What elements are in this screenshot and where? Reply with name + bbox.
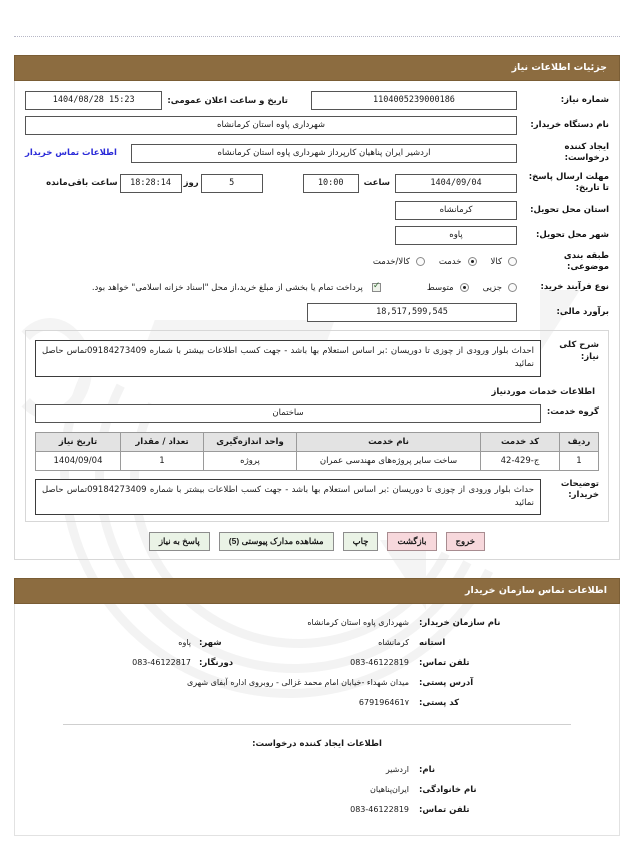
row-need-number [25, 91, 609, 110]
row-estimate [25, 303, 609, 322]
buyer-contact-card [14, 578, 620, 836]
contact-address-value: میدان شهداء -خیابان امام محمد غزالی - روبروی اداره آبفای شهری [186, 678, 409, 687]
need-number-field[interactable]: 1104005239000186 [311, 91, 517, 110]
row-requester-last-name [25, 785, 609, 795]
row-process-type [25, 278, 609, 297]
row-contact-address [25, 678, 609, 688]
summary-label: شرح کلی نیاز: [559, 340, 599, 362]
buyer-org-field[interactable]: شهرداری پاوه استان کرمانشاه [25, 116, 517, 135]
process-label: نوع فرآیند خرید: [540, 282, 609, 293]
deadline-label: مهلت ارسال پاسخ: تا تاریخ: [528, 172, 609, 193]
deadline-hour-label: ساعت [363, 178, 390, 188]
requester-first-name-label: نام: [419, 765, 436, 775]
remaining-days-field[interactable]: 5 [201, 174, 263, 193]
radio-kala-khedmat-icon[interactable] [416, 257, 425, 266]
contact-phone-value: 083-46122819 [350, 658, 409, 667]
buyer-contact-header: اطلاعات تماس سازمان خریدار [14, 578, 620, 604]
items-table [35, 432, 599, 471]
th-date: تاریخ نیاز [36, 432, 121, 451]
respond-to-need-button[interactable]: پاسخ به نیاز [149, 532, 210, 551]
requester-first-name-value: اردشیر [385, 765, 409, 774]
cell-code: ج-429-42 [481, 451, 560, 470]
requester-phone-label: تلفن تماس: [419, 805, 470, 815]
table-row[interactable] [36, 451, 599, 470]
province-field[interactable]: کرمانشاه [395, 201, 517, 220]
contact-divider [63, 724, 571, 725]
th-unit: واحد اندازه‌گیری [204, 432, 297, 451]
contact-fax-value: 083-46122817 [132, 658, 191, 667]
row-contact-province [25, 638, 609, 648]
action-button-bar [25, 532, 609, 551]
buyer-notes-textbox[interactable]: حداث بلوار ورودی از چوزی تا دوریسان :بر اساس استعلام بها باشد - جهت کسب اطلاعات بیشتر با شماره 09184273409تماس حاصل نمائید [35, 479, 541, 515]
row-requester-first-name [25, 765, 609, 775]
contact-phone-label: تلفن تماس: [419, 658, 470, 668]
creator-label: ایجاد کننده درخواست: [564, 142, 609, 163]
cell-row: 1 [560, 451, 599, 470]
row-requester-phone [25, 805, 609, 815]
row-service-group [35, 404, 599, 423]
cell-qty: 1 [121, 451, 204, 470]
need-details-body [14, 81, 620, 560]
radio-jozei-icon[interactable] [508, 283, 517, 292]
radio-kala-icon[interactable] [508, 257, 517, 266]
row-creator [25, 141, 609, 165]
th-row: ردیف [560, 432, 599, 451]
deadline-hour-field[interactable]: 10:00 [303, 174, 359, 193]
category-radio-group[interactable] [363, 257, 517, 267]
cell-unit: پروژه [204, 451, 297, 470]
treasury-checkbox-icon[interactable] [372, 283, 381, 292]
process-radio-group[interactable] [417, 283, 517, 293]
buyer-notes-label: توضیحات خریدار: [560, 478, 599, 501]
estimate-field[interactable]: 18,517,599,545 [307, 303, 517, 322]
contact-address-label: آدرس پستی: [419, 678, 474, 688]
category-label: طبقه بندی موضوعی: [563, 251, 609, 272]
radio-motevaset-label: متوسط [426, 282, 454, 293]
treasury-checkbox-label: پرداخت تمام یا بخشی از مبلغ خرید،از محل "اسناد خزانه اسلامی" خواهد بود. [91, 282, 363, 293]
service-group-field[interactable]: ساختمان [35, 404, 541, 423]
cell-date: 1404/09/04 [36, 451, 121, 470]
row-summary [35, 340, 599, 376]
contact-org-value: شهرداری پاوه استان کرمانشاه [307, 618, 409, 627]
exit-button[interactable]: خروج [446, 532, 486, 551]
th-code: کد خدمت [481, 432, 560, 451]
city-field[interactable]: پاوه [395, 226, 517, 245]
radio-khedmat-icon[interactable] [468, 257, 477, 266]
remaining-time-field[interactable]: 18:28:14 [120, 174, 182, 193]
need-number-label: شماره نیاز: [560, 95, 609, 106]
service-group-label: گروه خدمت: [546, 407, 599, 418]
th-qty: تعداد / مقدار [121, 432, 204, 451]
row-province [25, 201, 609, 220]
creator-field[interactable]: اردشیر ایران پناهیان کارپرداز شهرداری پاوه استان کرمانشاه [131, 144, 517, 163]
requester-phone-value: 083-46122819 [350, 805, 409, 814]
row-category [25, 251, 609, 272]
top-divider [14, 36, 620, 37]
requester-last-name-value: ایران‌پناهیان [370, 785, 409, 794]
summary-textbox[interactable]: احداث بلوار ورودی از چوزی تا دوریسان :بر اساس استعلام بها باشد - جهت کسب اطلاعات بیشتر با شماره 09184273409تماس حاصل نمائید [35, 340, 541, 376]
back-button[interactable]: بازگشت [387, 532, 436, 551]
contact-province-label: استانه [419, 638, 446, 648]
contact-province-value: کرمانشاه [378, 638, 409, 647]
view-attachments-button[interactable]: مشاهده مدارک پیوستی (5) [219, 532, 334, 551]
need-details-card [14, 55, 620, 560]
city-label: شهر محل تحویل: [536, 230, 609, 241]
remaining-days-label: روز [183, 178, 199, 188]
estimate-label: برآورد مالی: [556, 307, 609, 318]
service-info-title: اطلاعات خدمات موردنیاز [491, 386, 595, 397]
radio-kala-khedmat-label: کالا/خدمت [372, 256, 410, 267]
radio-motevaset-icon[interactable] [460, 283, 469, 292]
row-city [25, 226, 609, 245]
print-button[interactable]: چاپ [343, 532, 379, 551]
announce-datetime-field[interactable]: 1404/08/28 15:23 [25, 91, 162, 110]
contact-org-label: نام سازمان خریدار: [419, 618, 501, 628]
contact-fax-label: دورنگار: [199, 658, 234, 668]
row-buyer-notes [35, 479, 599, 515]
need-details-header: جزئیات اطلاعات نیاز [14, 55, 620, 81]
row-contact-postal [25, 698, 609, 708]
remaining-time-label: ساعت باقی‌مانده [46, 178, 118, 188]
cell-name: ساخت سایر پروژه‌های مهندسی عمران [297, 451, 481, 470]
row-contact-org [25, 618, 609, 628]
th-name: نام خدمت [297, 432, 481, 451]
items-table-header-row [36, 432, 599, 451]
contact-postal-value: 679196461٧ [358, 698, 409, 707]
contact-city-label: شهر: [199, 638, 222, 648]
buyer-contact-body [14, 604, 620, 836]
buyer-org-label: نام دستگاه خریدار: [530, 120, 609, 131]
province-label: استان محل تحویل: [530, 205, 609, 216]
deadline-date-field[interactable]: 1404/09/04 [395, 174, 517, 193]
contact-postal-label: کد پستی: [419, 698, 460, 708]
row-contact-phone [25, 658, 609, 668]
buyer-contact-link[interactable]: اطلاعات تماس خریدار [25, 148, 117, 158]
requester-info-title: اطلاعات ایجاد کننده درخواست: [252, 739, 382, 749]
radio-kala-label: کالا [490, 256, 502, 267]
requester-last-name-label: نام خانوادگی: [419, 785, 477, 795]
row-deadline [25, 171, 609, 195]
radio-khedmat-label: خدمت [438, 256, 462, 267]
radio-jozei-label: جزیی [482, 282, 502, 293]
contact-city-value: پاوه [178, 638, 191, 647]
row-buyer-org [25, 116, 609, 135]
service-details-card [25, 330, 609, 522]
announce-label: تاریخ و ساعت اعلان عمومی: [167, 95, 288, 106]
treasury-checkbox-group[interactable] [92, 283, 381, 293]
